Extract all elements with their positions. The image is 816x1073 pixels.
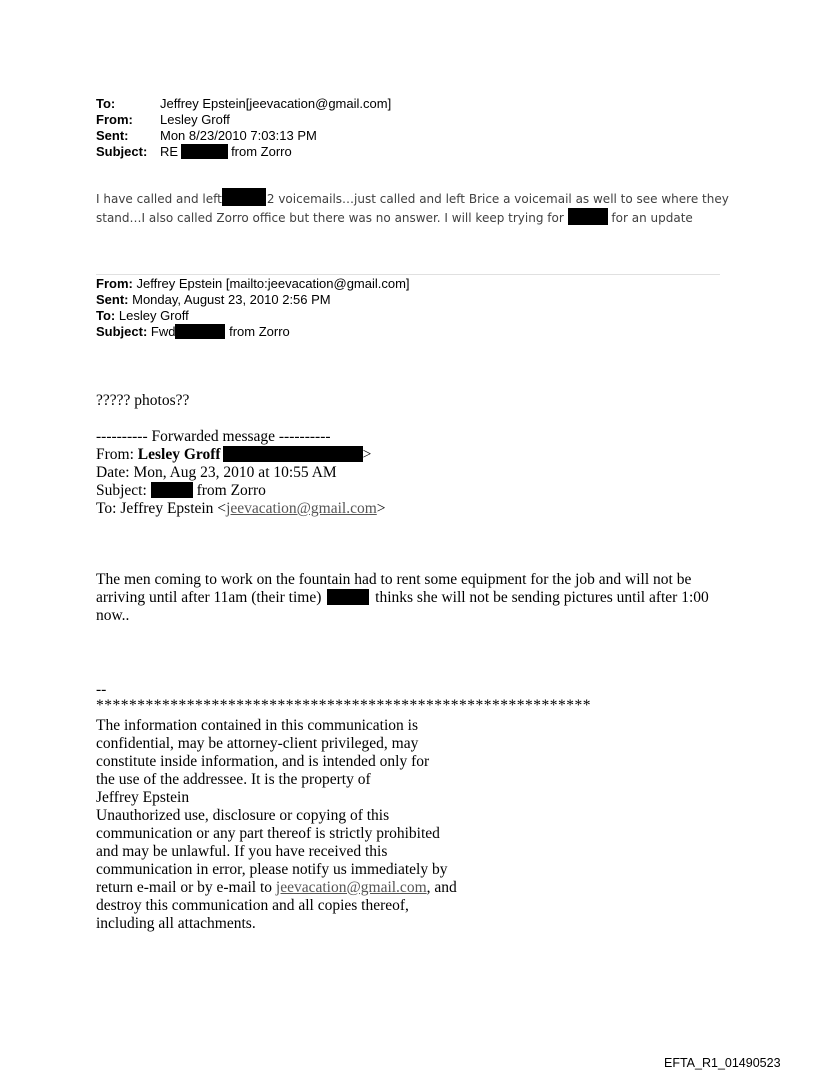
signature-stars: ************************************************************ [96,697,591,714]
original-message-header [96,428,386,518]
redaction-box [223,446,363,462]
reply-part2: 2 voicemails…just called and left Brice a voicemail as well to see where they stand…I also called Zorro office but there was no answer. I will keep trying for [96,192,729,225]
reply-body [96,188,736,227]
notice-line: confidential, may be attorney-client privileged, may [96,735,419,752]
redaction-box [568,208,608,225]
signature-dash: -- [96,681,107,698]
sent-value: Mon 8/23/2010 7:03:13 PM [160,128,317,143]
sent-label: Sent: [96,128,129,143]
orig-date: Date: Mon, Aug 23, 2010 at 10:55 AM [96,464,337,481]
fwd-from-row [96,276,410,292]
from-label: From: [96,112,133,127]
orig-subject-row [96,482,386,500]
notice-line: the use of the addressee. It is the property of [96,771,371,788]
subject-row [96,144,391,160]
question-line: ????? photos?? [96,392,190,409]
fwd-sent-row [96,292,410,308]
fwd-subject-row [96,324,410,340]
to-label: To: [96,96,116,111]
notice-line: The information contained in this communication is [96,717,418,734]
notice-line: and may be unlawful. If you have received this [96,843,388,860]
redaction-box [327,589,369,605]
email-header [96,96,391,160]
fwd-subject-label: Subject: [96,324,148,339]
orig-from-name: Lesley Groff [137,446,221,463]
email-link[interactable]: jeevacation@gmail.com [275,879,427,896]
from-value: Lesley Groff [160,112,230,127]
fwd-from-value: Jeffrey Epstein [mailto:jeevacation@gmail.com] [136,276,410,291]
return-prefix: return e-mail or by e-mail to [96,879,273,896]
divider-line [96,274,720,275]
fwd-sent-value: Monday, August 23, 2010 2:56 PM [132,292,331,307]
forward-divider: ---------- Forwarded message ---------- [96,428,331,445]
orig-to-suffix: > [376,500,386,517]
notice-line: Jeffrey Epstein [96,789,190,806]
orig-from-tail: > [362,446,372,463]
redaction-box [175,324,225,339]
subject-label: Subject: [96,144,148,159]
redaction-box [222,188,266,206]
fwd-sent-label: Sent: [96,292,129,307]
reply-part3: for an update [611,211,693,225]
subject-suffix: from Zorro [231,144,292,159]
orig-subject-suffix: from Zorro [196,482,266,499]
redaction-box [181,144,228,159]
to-row [96,96,391,112]
notice-line: communication or any part thereof is strictly prohibited [96,825,440,842]
forward-header [96,276,410,340]
orig-subject-label: Subject: [96,482,147,499]
sent-row [96,128,391,144]
notice-line: Unauthorized use, disclosure or copying of this [96,807,390,824]
body-part2: thinks she will not be sending pictures until after 1:00 now.. [96,589,709,624]
to-value: Jeffrey Epstein[jeevacation@gmail.com] [160,96,392,111]
document-id: EFTA_R1_01490523 [664,1056,781,1070]
fwd-to-label: To: [96,308,116,323]
notice-line: including all attachments. [96,915,256,932]
email-link[interactable]: jeevacation@gmail.com [226,500,377,517]
body-part1: The men coming to work on the fountain had to rent some equipment for the job and will not be arriving until after 11am (their time) [96,571,692,606]
orig-to-row [96,500,386,518]
message-body [96,571,726,625]
fwd-subject-suffix: from Zorro [229,324,290,339]
notice-return-line [96,879,476,897]
notice-line: destroy this communication and all copies thereof, [96,897,409,914]
orig-from-label: From: [96,446,134,463]
return-suffix: , and [426,879,457,896]
from-row [96,112,391,128]
fwd-from-label: From: [96,276,133,291]
confidentiality-notice [96,717,476,933]
notice-line: communication in error, please notify us immediately by [96,861,448,878]
reply-part1: I have called and left [96,192,222,206]
subject-prefix: RE [160,144,179,159]
fwd-to-value: Lesley Groff [118,308,189,323]
redaction-box [151,482,193,498]
fwd-subject-prefix: Fwd [150,324,176,339]
orig-from-row [96,446,386,464]
orig-to-prefix: To: Jeffrey Epstein < [96,500,227,517]
notice-line: constitute inside information, and is intended only for [96,753,430,770]
fwd-to-row [96,308,410,324]
